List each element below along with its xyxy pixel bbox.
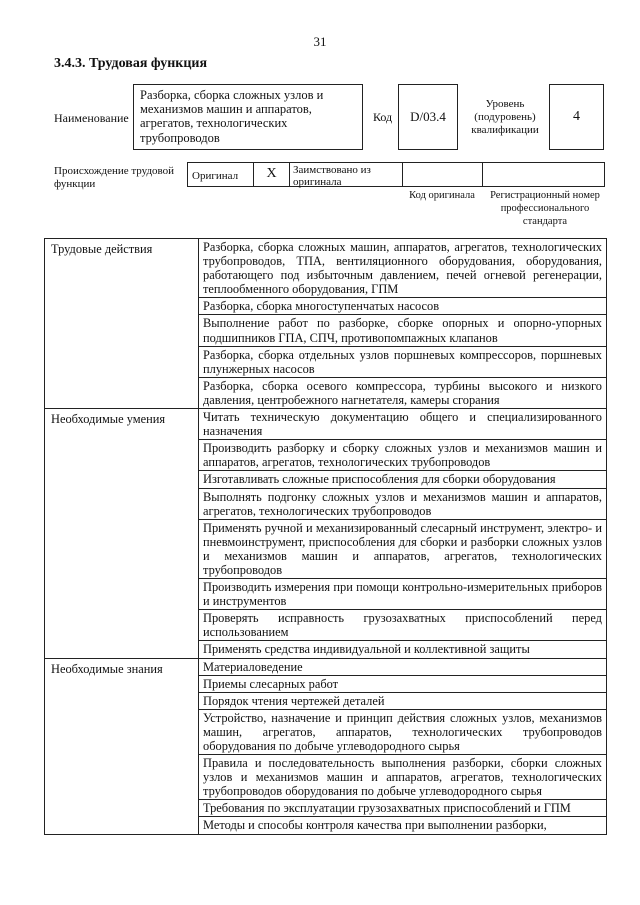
section-item: Читать техническую документацию общего и специализированного назначения (199, 409, 607, 440)
section-item: Разборка, сборка сложных машин, аппаратов, агрегатов, технологических трубопроводов, ТПА, вентиляционного оборудования, оборудования, работающего под избыточным давлением, печей огневой регенерации, теплообменного оборудования, ГПМ (199, 239, 607, 298)
section-item: Порядок чтения чертежей деталей (199, 692, 607, 709)
code-label: Код (373, 110, 393, 124)
section-item: Применять ручной и механизированный слесарный инструмент, электро- и пневмоинструмент, приспособления для сборки и разборки сложных узлов и механизмов машин и аппаратов, агрегатов, технологических трубопроводов (199, 519, 607, 578)
caption-registration-number: Регистрационный номер профессионального стандарта (490, 190, 600, 227)
original-mark: X (254, 163, 290, 186)
registration-number-cell (483, 163, 604, 186)
original-label: Оригинал (188, 163, 254, 186)
table-row (45, 239, 607, 298)
function-code: D/03.4 (410, 109, 446, 124)
section-item: Разборка, сборка осевого компрессора, турбины высокого и низкого давления, центробежного нагнетателя, камеры сгорания (199, 377, 607, 408)
section-item: Материаловедение (199, 658, 607, 675)
section-item: Правила и последовательность выполнения разборки, сборки сложных узлов и механизмов машин и аппаратов, агрегатов, технологических трубопроводов оборудования по добыче углеводородного сырья (199, 755, 607, 800)
section-item: Применять средства индивидуальной и коллективной защиты (199, 641, 607, 658)
section-item: Проверять исправность грузозахватных приспособлений перед использованием (199, 610, 607, 641)
function-code-box (398, 84, 458, 150)
table-row (45, 658, 607, 675)
section-item: Изготавливать сложные приспособления для сборки оборудования (199, 471, 607, 488)
page-number: 31 (313, 34, 327, 49)
origin-label: Происхождение трудовой функции (54, 165, 175, 190)
function-name-box: Разборка, сборка сложных узлов и механизмов машин и аппаратов, агрегатов, технологических трубопроводов (133, 84, 363, 150)
level-label: Уровень (подуровень) квалификации (471, 98, 539, 136)
section-item: Методы и способы контроля качества при выполнении разборки, (199, 817, 607, 834)
section-item: Устройство, назначение и принцип действия сложных узлов, механизмов машин, агрегатов, аппаратов, технологических трубопроводов оборудования по добыче углеводородного сырья (199, 709, 607, 754)
section-item: Требования по эксплуатации грузозахватных приспособлений и ГПМ (199, 800, 607, 817)
origin-row (187, 162, 605, 187)
section-item: Производить измерения при помощи контрольно-измерительных приборов и инструментов (199, 579, 607, 610)
level-value: 4 (573, 109, 580, 124)
name-label: Наименование (54, 111, 129, 125)
table-row (45, 409, 607, 440)
section-item: Производить разборку и сборку сложных узлов и механизмов машин и аппаратов, агрегатов, технологических трубопроводов (199, 440, 607, 471)
section-category: Трудовые действия (45, 239, 199, 409)
original-code-cell (403, 163, 483, 186)
borrowed-label: Заимствовано из оригинала (290, 163, 403, 186)
section-category: Необходимые умения (45, 409, 199, 659)
labor-function-table (44, 238, 607, 835)
section-item: Выполнение работ по разборке, сборке опорных и опорно-упорных подшипников ГПА, СПЧ, противопомпажных клапанов (199, 315, 607, 346)
section-item: Приемы слесарных работ (199, 675, 607, 692)
caption-original-code: Код оригинала (409, 190, 475, 201)
section-item: Разборка, сборка многоступенчатых насосов (199, 298, 607, 315)
level-box (549, 84, 604, 150)
section-title: 3.4.3. Трудовая функция (54, 56, 208, 71)
section-category: Необходимые знания (45, 658, 199, 834)
section-item: Выполнять подгонку сложных узлов и механизмов машин и аппаратов, агрегатов, технологических трубопроводов (199, 488, 607, 519)
section-item: Разборка, сборка отдельных узлов поршневых компрессоров, поршневых плунжерных насосов (199, 346, 607, 377)
